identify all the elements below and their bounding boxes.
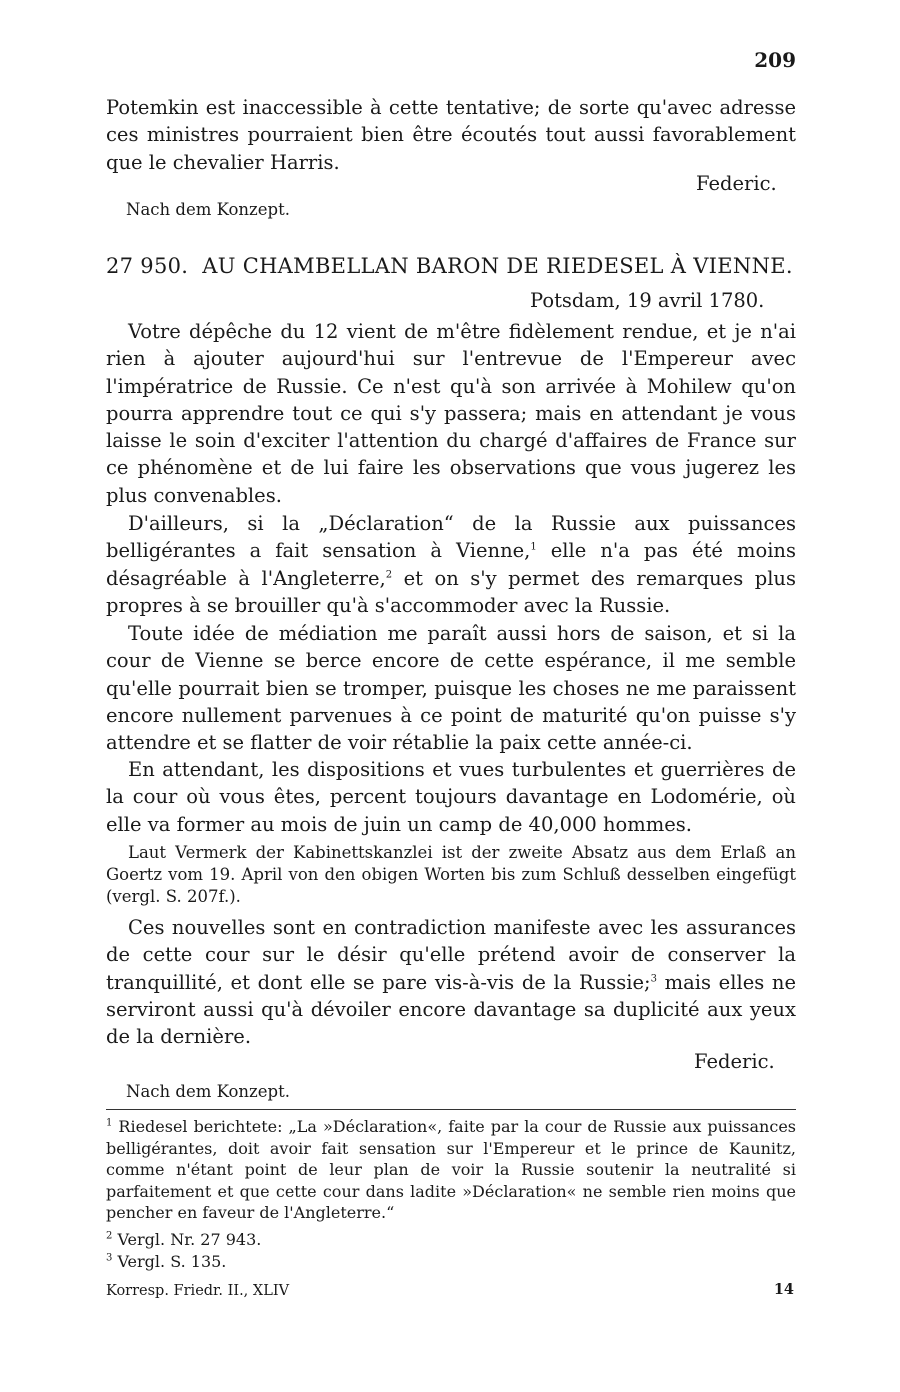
dateline: Potsdam, 19 avril 1780. [530,289,765,312]
footnote-2 [106,1230,261,1249]
footnote-rule [106,1109,796,1110]
signature-mark: Korresp. Friedr. II., XLIV [106,1283,290,1299]
footnote-ref-2: 2 [385,569,393,581]
paragraph-1: Votre dépêche du 12 vient de m'être fidèlement rendue, et je n'ai rien à ajouter aujourd'hui sur l'entrevue de l'Empereur avec l'impératrice de Russie. Ce n'est qu'à son arrivée à Mohilew qu'on pourra apprendre tout ce qui s'y passera; mais en attendant je vous laisse le soin d'exciter l'attention du chargé d'affaires de France sur ce phénomène et de lui faire les observations que vous jugerez les plus convenables. [106,320,796,507]
paragraph-3: Toute idée de médiation me paraît aussi hors de saison, et si la cour de Vienne se berce encore de cette espérance, il me semble qu'elle pourrait bien se tromper, puisque les choses ne me paraissent encore nullement parvenues à ce point de maturité qu'on puisse s'y attendre et se flatter de voir rétablie la paix cette année-ci. [106,622,796,755]
editorial-note: Laut Vermerk der Kabinettskanzlei ist der zweite Absatz aus dem Erlaß an Goertz vom 19. April von den obigen Worten bis zum Schluß desselben eingefügt (vergl. S. 207f.). [106,843,796,906]
signature: Federic. [694,1050,775,1073]
paragraph-2-text-b: elle n'a pas été moins désagréable à l'Angleterre, [106,539,796,590]
paragraph-5-text-b: mais elles ne serviront aussi qu'à dévoiler encore davantage sa duplicité aux yeux de la dernière. [106,970,796,1049]
footnote-text: Vergl. Nr. 27 943. [117,1230,262,1249]
source-note: Nach dem Konzept. [126,200,290,219]
footnote-text: Riedesel berichtete: „La »Déclaration«, faite par la cour de Russie aux puissances belligérantes, doit avoir fait sensation sur l'Empereur et le prince de Kaunitz, comme n'étant point de leur plan de voir la Russie soutenir la neutralité si parfaitement et que cette cour dans ladite »Déclaration« ne semble rien moins que pencher en faveur de l'Angleterre.“ [106,1117,796,1222]
paragraph-5-text-a: Ces nouvelles sont en contradiction manifeste avec les assurances de cette cour sur le désir qu'elle prétend avoir de conserver la tranquillité, et dont elle se pare vis-à-vis de la Russie; [106,916,796,994]
source-note: Nach dem Konzept. [126,1082,290,1101]
paragraph-2-text-a: D'ailleurs, si la „Déclaration“ de la Russie aux puissances belligérantes a fait sensation à Vienne, [106,512,796,563]
paragraph-2-text-c: et on s'y permet des remarques plus propres à se brouiller qu'à s'accommoder avec la Russie. [106,566,796,617]
letter-heading [106,254,798,278]
paragraph-2 [106,510,796,619]
footnote-text: Vergl. S. 135. [117,1252,227,1271]
footnote-ref-3: 3 [650,973,658,985]
footnote-mark: 3 [106,1252,113,1264]
letter-number: 27 950. [106,254,189,278]
page-number: 209 [754,48,796,72]
paragraph-continuation: Potemkin est inaccessible à cette tentative; de sorte qu'avec adresse ces ministres pourraient bien être écoutés tout aussi favorablement que le chevalier Harris. [106,96,796,174]
footnote-ref-1: 1 [530,541,537,553]
sheet-number: 14 [773,1281,794,1298]
footnote-3 [106,1252,226,1271]
paragraph-5 [106,914,796,1050]
footnote-mark: 1 [106,1117,113,1129]
signature: Federic. [696,172,777,195]
letter-title: AU CHAMBELLAN BARON DE RIEDESEL À VIENNE. [202,254,793,278]
footnote-1 [106,1116,796,1224]
paragraph-4: En attendant, les dispositions et vues turbulentes et guerrières de la cour où vous êtes, percent toujours davantage en Lodomérie, où elle va former au mois de juin un camp de 40,000 hommes. [106,758,796,836]
footnote-mark: 2 [106,1230,113,1242]
